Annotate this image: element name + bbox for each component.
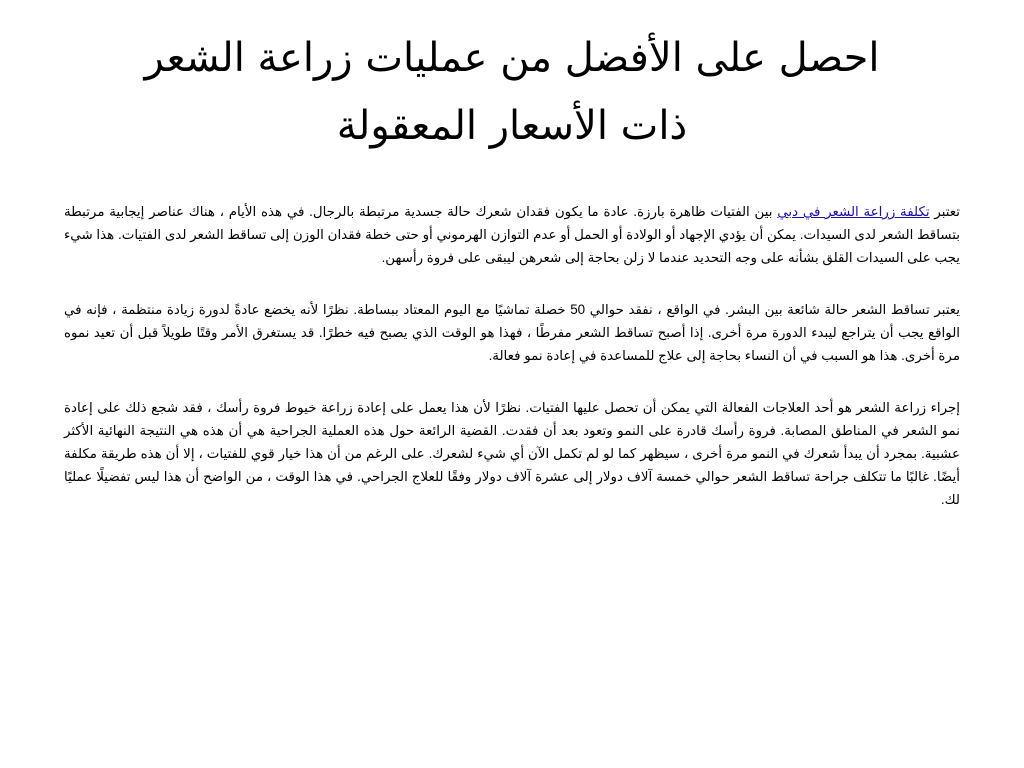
paragraph-2: يعتبر تساقط الشعر حالة شائعة بين البشر. في الواقع ، نفقد حوالي 50 خصلة تماشيًا مع اليوم المعتاد ببساطة. نظرًا لأنه يخضع عادةً لدورة زيادة منتظمة ، فإنه في الواقع يجب أن يتراجع ليبدء الدورة مرة أخرى. إذا أصبح تساقط الشعر مفرطًا ، فهذا هو الوقت الذي يصبح فيه خطرًا. قد يستغرق الأمر وقتًا طويلاً قبل أن تعيد نموه مرة أخرى. هذا هو السبب في أن النساء بحاجة إلى علاج للمساعدة في إعادة نمو فعالة. xyxy=(64,302,960,363)
paragraph-1-intro: تعتبر xyxy=(929,204,960,219)
article-body xyxy=(64,200,960,540)
paragraph-1-text: بين الفتيات ظاهرة بارزة. عادة ما يكون فقدان شعرك حالة جسدية مرتبطة بالرجال. في هذه الأيام ، هناك عناصر إيجابية مرتبطة بتساقط الشعر لدى السيدات. يمكن أن يؤدي الإجهاد أو الولادة أو الحمل أو عدم التوازن الهرموني أو حتى خطة فقدان الوزن إلى تساقط الشعر لدى الفتيات. هذا شيء يجب على السيدات القلق بشأنه على وجه التحديد عندما لا زلن بحاجة إلى شعرهن ليبقى على فروة رأسهن. xyxy=(64,204,960,265)
paragraph-1 xyxy=(64,200,960,269)
paragraph-3: إجراء زراعة الشعر هو أحد العلاجات الفعالة التي يمكن أن تحصل عليها الفتيات. نظرًا لأن هذا يعمل على إعادة زراعة خيوط فروة رأسك ، فقد شجع ذلك على إعادة نمو الشعر في المناطق المصابة. فروة رأسك قادرة على النمو وتعود بعد أن فقدت. القضية الرائعة حول هذه العملية الجراحية هي أن هذه هي النتيجة النهائية الأكثر عشبية. بمجرد أن يبدأ شعرك في النمو مرة أخرى ، سيظهر كما لو لم تكمل الآن أي شيء لشعرك. على الرغم من أن هذا خيار قوي للفتيات ، إلا أن هذه طريقة مكلفة أيضًا. غالبًا ما تتكلف جراحة تساقط الشعر حوالي خمسة آلاف دولار إلى عشرة آلاف دولار وفقًا للعلاج الجراحي. في هذا الوقت ، من الواضح أن هذا ليس تفضيلًا عمليًا لك. xyxy=(64,400,960,507)
page-title xyxy=(80,24,944,160)
title-line-1: احصل على الأفضل من عمليات زراعة الشعر xyxy=(144,35,880,81)
hair-transplant-cost-dubai-link[interactable]: تكلفة زراعة الشعر في دبي xyxy=(777,204,930,219)
title-line-2: ذات الأسعار المعقولة xyxy=(336,103,688,149)
